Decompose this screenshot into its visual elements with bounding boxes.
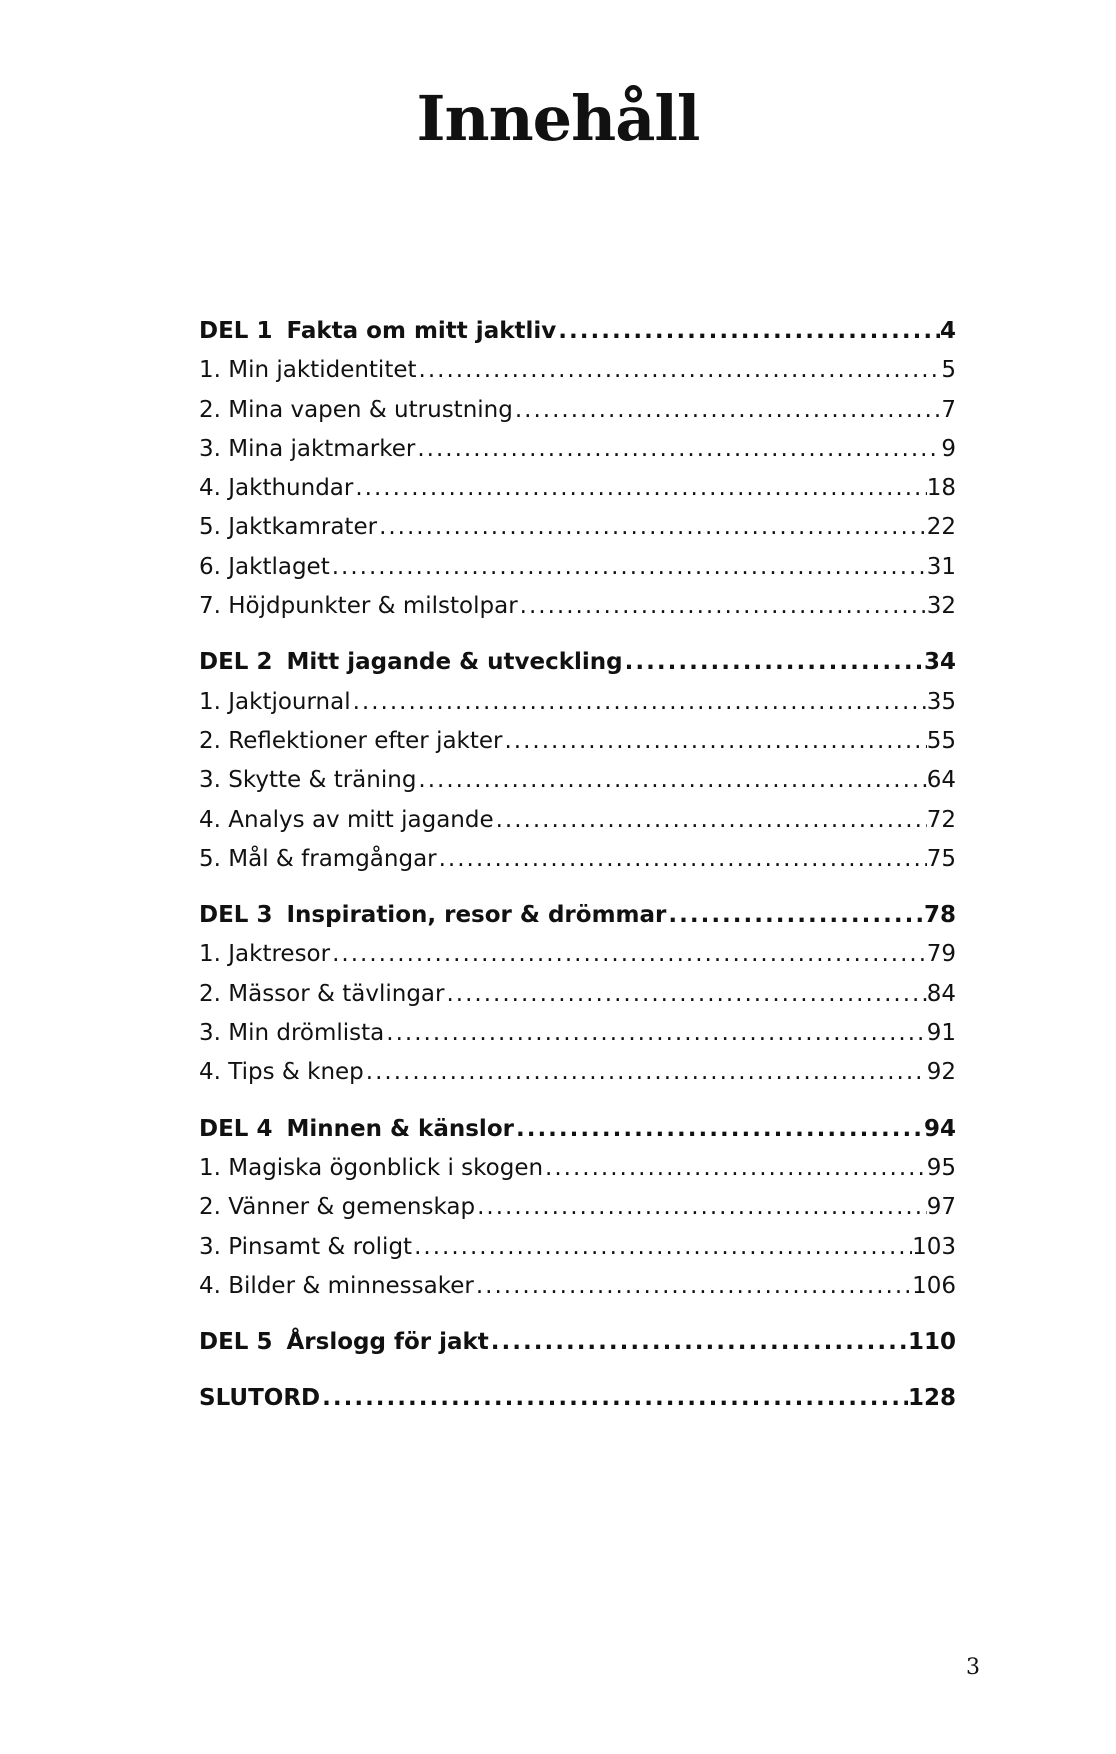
toc-section-heading[interactable] [199,312,956,351]
section-label [199,643,623,682]
section-number: DEL 3 [199,902,273,929]
leader-dots [489,1323,908,1362]
entry-page-number: 9 [941,435,956,462]
entry-label: 2. Mina vapen & utrustning [199,396,513,423]
section-number: SLUTORD [199,1385,321,1412]
leader-dots [351,683,927,722]
section-title: Mitt jagande & utveckling [286,649,623,676]
section-number: DEL 4 [199,1115,273,1142]
leader-dots [364,1053,927,1092]
leader-dots [416,761,926,800]
entry-label: 3. Skytte & träning [199,767,417,794]
page-number: 3 [966,1655,980,1680]
entry-label: 3. Mina jaktmarker [199,435,416,462]
entry-page-number: 106 [912,1272,956,1299]
entry-page-number: 55 [926,727,956,754]
toc-entry[interactable] [199,351,956,390]
leader-dots [623,643,924,682]
entry-page-number: 79 [926,941,956,968]
section-label [199,896,666,935]
leader-dots [666,896,924,935]
toc-section-heading[interactable] [199,643,956,682]
toc-entry[interactable] [199,587,956,626]
leader-dots [330,548,927,587]
section-title: Inspiration, resor & drömmar [286,902,667,929]
toc-section-heading[interactable] [199,1110,956,1149]
section-label [199,1379,320,1418]
toc-section-heading[interactable] [199,1323,956,1362]
section-label [199,1110,514,1149]
entry-page-number: 18 [926,475,956,502]
toc-section [199,1110,956,1306]
leader-dots [556,312,940,351]
entry-label: 2. Mässor & tävlingar [199,980,445,1007]
entry-label: 5. Jaktkamrater [199,514,378,541]
entry-label: 7. Höjdpunkter & milstolpar [199,593,518,620]
entry-label: 6. Jaktlaget [199,553,330,580]
toc-entry[interactable] [199,548,956,587]
page-title: Innehåll [416,82,700,155]
entry-label: 2. Reflektioner efter jakter [199,727,503,754]
entry-page-number: 22 [926,514,956,541]
entry-page-number: 95 [926,1154,956,1181]
section-number: DEL 2 [199,649,273,676]
toc-entry[interactable] [199,1267,956,1306]
toc-entry[interactable] [199,1188,956,1227]
toc-entry[interactable] [199,391,956,430]
entry-page-number: 7 [941,396,956,423]
entry-label: 4. Bilder & minnessaker [199,1272,474,1299]
entry-label: 3. Min drömlista [199,1020,385,1047]
leader-dots [377,508,927,547]
leader-dots [474,1267,912,1306]
entry-label: 2. Vänner & gemenskap [199,1194,476,1221]
entry-page-number: 91 [926,1020,956,1047]
toc-entry[interactable] [199,1228,956,1267]
leader-dots [514,1110,924,1149]
leader-dots [437,840,927,879]
entry-label: 5. Mål & framgångar [199,845,437,872]
entry-page-number: 75 [926,845,956,872]
section-number: DEL 1 [199,318,273,344]
entry-page-number: 97 [926,1194,956,1221]
toc-entry[interactable] [199,1053,956,1092]
toc-entry[interactable] [199,722,956,761]
toc-entry[interactable] [199,761,956,800]
entry-page-number: 103 [912,1233,956,1260]
entry-page-number: 35 [926,688,956,715]
leader-dots [417,351,942,390]
toc-entry[interactable] [199,935,956,974]
toc-entry[interactable] [199,1014,956,1053]
toc-entry[interactable] [199,430,956,469]
entry-page-number: 5 [941,357,956,384]
toc-section [199,1323,956,1362]
leader-dots [475,1188,927,1227]
entry-label: 1. Min jaktidentitet [199,357,417,384]
entry-label: 4. Tips & knep [199,1059,364,1086]
toc-section [199,896,956,1092]
entry-page-number: 84 [926,980,956,1007]
toc-section [199,1379,956,1418]
toc-entry[interactable] [199,469,956,508]
leader-dots [353,469,926,508]
section-title: Fakta om mitt jaktliv [286,318,557,344]
section-title: Årslogg för jakt [286,1329,489,1356]
toc-entry[interactable] [199,840,956,879]
section-number: DEL 5 [199,1329,273,1356]
leader-dots [415,430,941,469]
entry-label: 1. Magiska ögonblick i skogen [199,1154,544,1181]
entry-page-number: 32 [926,593,956,620]
table-of-contents [199,312,956,1419]
section-page-number: 94 [923,1115,956,1142]
leader-dots [384,1014,926,1053]
leader-dots [320,1379,908,1418]
leader-dots [513,391,942,430]
toc-section-heading[interactable] [199,1379,956,1418]
section-page-number: 110 [907,1329,956,1356]
entry-label: 4. Analys av mitt jagande [199,806,494,833]
entry-label: 1. Jaktresor [199,941,331,968]
leader-dots [330,935,927,974]
toc-section [199,643,956,879]
section-page-number: 4 [939,318,956,344]
section-title: Minnen & känslor [286,1115,514,1142]
toc-entry[interactable] [199,508,956,547]
entry-label: 1. Jaktjournal [199,688,351,715]
entry-label: 4. Jakthundar [199,475,354,502]
leader-dots [518,587,927,626]
leader-dots [503,722,927,761]
entry-page-number: 72 [926,806,956,833]
section-page-number: 128 [907,1385,956,1412]
leader-dots [494,801,927,840]
toc-entry[interactable] [199,801,956,840]
section-page-number: 78 [923,902,956,929]
leader-dots [412,1228,912,1267]
toc-section-heading[interactable] [199,896,956,935]
leader-dots [543,1149,927,1188]
entry-page-number: 92 [926,1059,956,1086]
toc-entry[interactable] [199,1149,956,1188]
leader-dots [444,975,926,1014]
toc-entry[interactable] [199,683,956,722]
toc-section [199,312,956,626]
section-label [199,312,556,351]
toc-entry[interactable] [199,975,956,1014]
section-label [199,1323,489,1362]
entry-label: 3. Pinsamt & roligt [199,1233,413,1260]
entry-page-number: 31 [926,553,956,580]
entry-page-number: 64 [926,767,956,794]
section-page-number: 34 [923,649,956,676]
